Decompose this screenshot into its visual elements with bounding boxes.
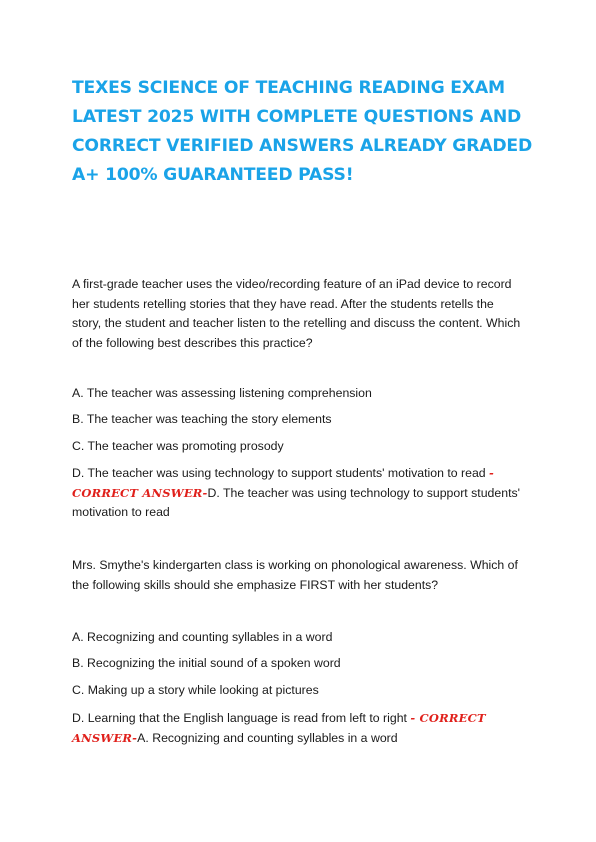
question-1-option-c: C. The teacher was promoting prosody	[72, 439, 284, 453]
question-2-option-d-text: D. Learning that the English language is read from left to right	[72, 711, 411, 725]
question-1-option-d	[72, 464, 527, 523]
correct-answer-marker: - CORRECT ANSWER-	[72, 466, 495, 500]
question-2-prompt: Mrs. Smythe's kindergarten class is working on phonological awareness. Which of the following skills should she emphasize FIRST with her students?	[72, 558, 518, 592]
document-title: TEXES SCIENCE OF TEACHING READING EXAM LATEST 2025 WITH COMPLETE QUESTIONS AND CORRECT VERIFIED ANSWERS ALREADY GRADED A+ 100% GUARANTEED PASS!	[72, 78, 533, 185]
question-2-option-d	[72, 709, 527, 748]
question-2-option-c: C. Making up a story while looking at pictures	[72, 683, 319, 697]
question-1-answer: D. The teacher was using technology to support students' motivation to read	[72, 485, 520, 519]
question-1-option-a: A. The teacher was assessing listening comprehension	[72, 386, 372, 400]
question-1-option-b: B. The teacher was teaching the story elements	[72, 412, 332, 426]
question-1-prompt: A first-grade teacher uses the video/recording feature of an iPad device to record her students retelling stories that they have read. After the students retells the story, the student and teacher listen to the retelling and discuss the content. Which of the following best describes this practice?	[72, 277, 521, 350]
correct-answer-marker: - CORRECT ANSWER-	[72, 711, 486, 745]
question-2-option-b: B. Recognizing the initial sound of a spoken word	[72, 656, 341, 670]
question-1-option-d-text: D. The teacher was using technology to support students' motivation to read	[72, 466, 490, 480]
question-2-option-a: A. Recognizing and counting syllables in a word	[72, 630, 333, 644]
question-2-answer: A. Recognizing and counting syllables in a word	[137, 730, 398, 745]
